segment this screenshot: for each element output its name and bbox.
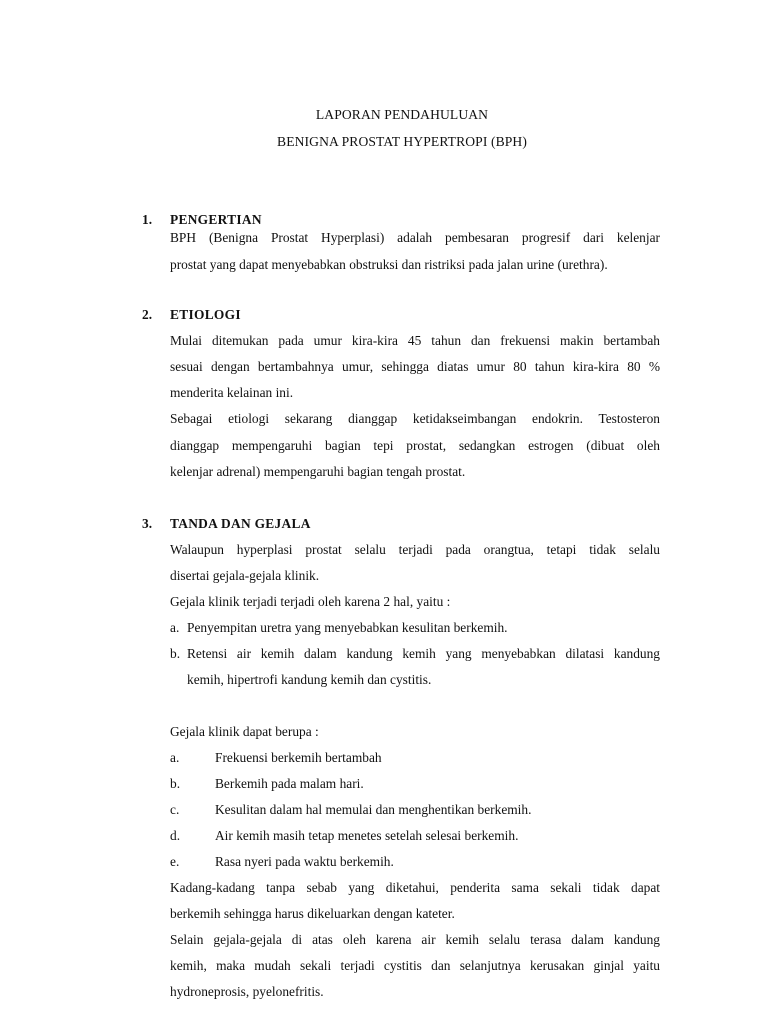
paragraph-line: Gejala klinik dapat berupa : [170,724,319,739]
list-label: e. [170,854,180,869]
paragraph-line: sesuai dengan bertambahnya umur, sehingga diatas umur 80 tahun kira-kira 80 % [170,359,660,374]
paragraph-line: kemih, maka mudah sekali terjadi cystitis dan selanjutnya kerusakan ginjal yaitu [170,958,660,973]
list-text: Penyempitan uretra yang menyebabkan kesulitan berkemih. [187,620,508,635]
document-subtitle: BENIGNA PROSTAT HYPERTROPI (BPH) [277,134,527,149]
section-number: 3. [142,516,153,531]
list-label: c. [170,802,180,817]
list-text: Kesulitan dalam hal memulai dan menghentikan berkemih. [215,802,532,817]
list-text: Air kemih masih tetap menetes setelah selesai berkemih. [215,828,519,843]
paragraph-line: berkemih sehingga harus dikeluarkan dengan kateter. [170,906,455,921]
section-heading: TANDA DAN GEJALA [170,516,311,531]
paragraph-line: Walaupun hyperplasi prostat selalu terjadi pada orangtua, tetapi tidak selalu [170,542,660,557]
paragraph-line: Selain gejala-gejala di atas oleh karena air kemih selalu terasa dalam kandung [170,932,660,947]
paragraph-line: disertai gejala-gejala klinik. [170,568,320,583]
paragraph-line: prostat yang dapat menyebabkan obstruksi dan ristriksi pada jalan urine (urethra). [170,257,608,272]
list-text: Retensi air kemih dalam kandung kemih yang menyebabkan dilatasi kandung [187,646,660,661]
paragraph-line: dianggap mempengaruhi bagian tepi prostat, sedangkan estrogen (dibuat oleh [170,438,660,453]
list-label: d. [170,828,181,843]
document-title: LAPORAN PENDAHULUAN [315,107,489,122]
list-label: b. [170,776,181,791]
list-text: Frekuensi berkemih bertambah [215,750,382,765]
list-label: a. [170,750,180,765]
paragraph-line: Kadang-kadang tanpa sebab yang diketahui, penderita sama sekali tidak dapat [170,880,660,895]
paragraph-line: hydroneprosis, pyelonefritis. [170,984,324,999]
section-heading: PENGERTIAN [170,212,262,227]
section-heading: ETIOLOGI [170,307,241,322]
list-label: a. [170,620,180,635]
list-text: Rasa nyeri pada waktu berkemih. [215,854,394,869]
section-number: 2. [142,307,153,322]
list-label: b. [170,646,181,661]
section-number: 1. [142,212,153,227]
paragraph-line: Mulai ditemukan pada umur kira-kira 45 tahun dan frekuensi makin bertambah [170,333,660,348]
paragraph-line: kelenjar adrenal) mempengaruhi bagian tengah prostat. [170,464,466,479]
paragraph-line: menderita kelainan ini. [170,385,294,400]
list-text: Berkemih pada malam hari. [215,776,364,791]
list-text-continuation: kemih, hipertrofi kandung kemih dan cystitis. [187,672,432,687]
paragraph-line: BPH (Benigna Prostat Hyperplasi) adalah pembesaran progresif dari kelenjar [170,230,660,245]
paragraph-line: Sebagai etiologi sekarang dianggap ketidakseimbangan endokrin. Testosteron [170,411,660,426]
paragraph-line: Gejala klinik terjadi terjadi oleh karena 2 hal, yaitu : [170,594,451,609]
